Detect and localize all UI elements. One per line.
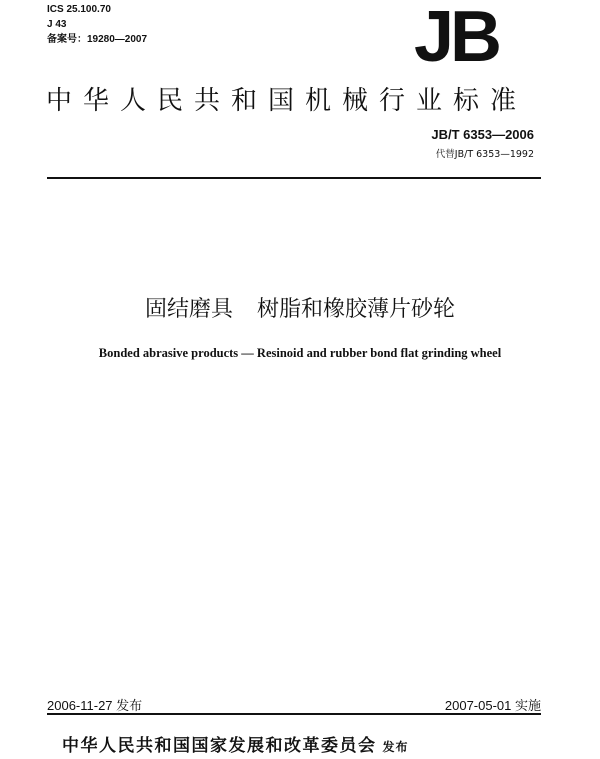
ics-code: ICS 25.100.70: [47, 4, 111, 15]
bottom-divider: [47, 713, 541, 715]
top-divider: [47, 177, 541, 179]
category-code: J 43: [47, 19, 67, 30]
implementation-date: 2007-05-01 实施: [444, 698, 541, 713]
publisher: [62, 731, 409, 756]
publisher-suffix: 发布: [382, 740, 409, 754]
industry-standard-title: 中华人民共和国机械行业标准: [46, 86, 528, 116]
replaced-standard: 代替JB/T 6353—1992: [435, 149, 534, 160]
document-meta: [47, 2, 147, 47]
chinese-title: [0, 292, 600, 323]
standard-number: JB/T 6353—2006: [431, 127, 534, 142]
jb-logo-text: JB: [413, 4, 499, 66]
publisher-name: 中华人民共和国国家发展和改革委员会: [62, 736, 377, 756]
filing-number: 备案号：19280—2007: [47, 34, 148, 45]
jb-logo: [400, 4, 512, 66]
chinese-title-part2: 树脂和橡胶薄片砂轮: [257, 297, 456, 322]
english-title: Bonded abrasive products — Resinoid and rubber bond flat grinding wheel: [98, 346, 502, 360]
issue-date: 2006-11-27 发布: [47, 698, 143, 713]
chinese-title-part1: 固结磨具: [144, 297, 233, 322]
